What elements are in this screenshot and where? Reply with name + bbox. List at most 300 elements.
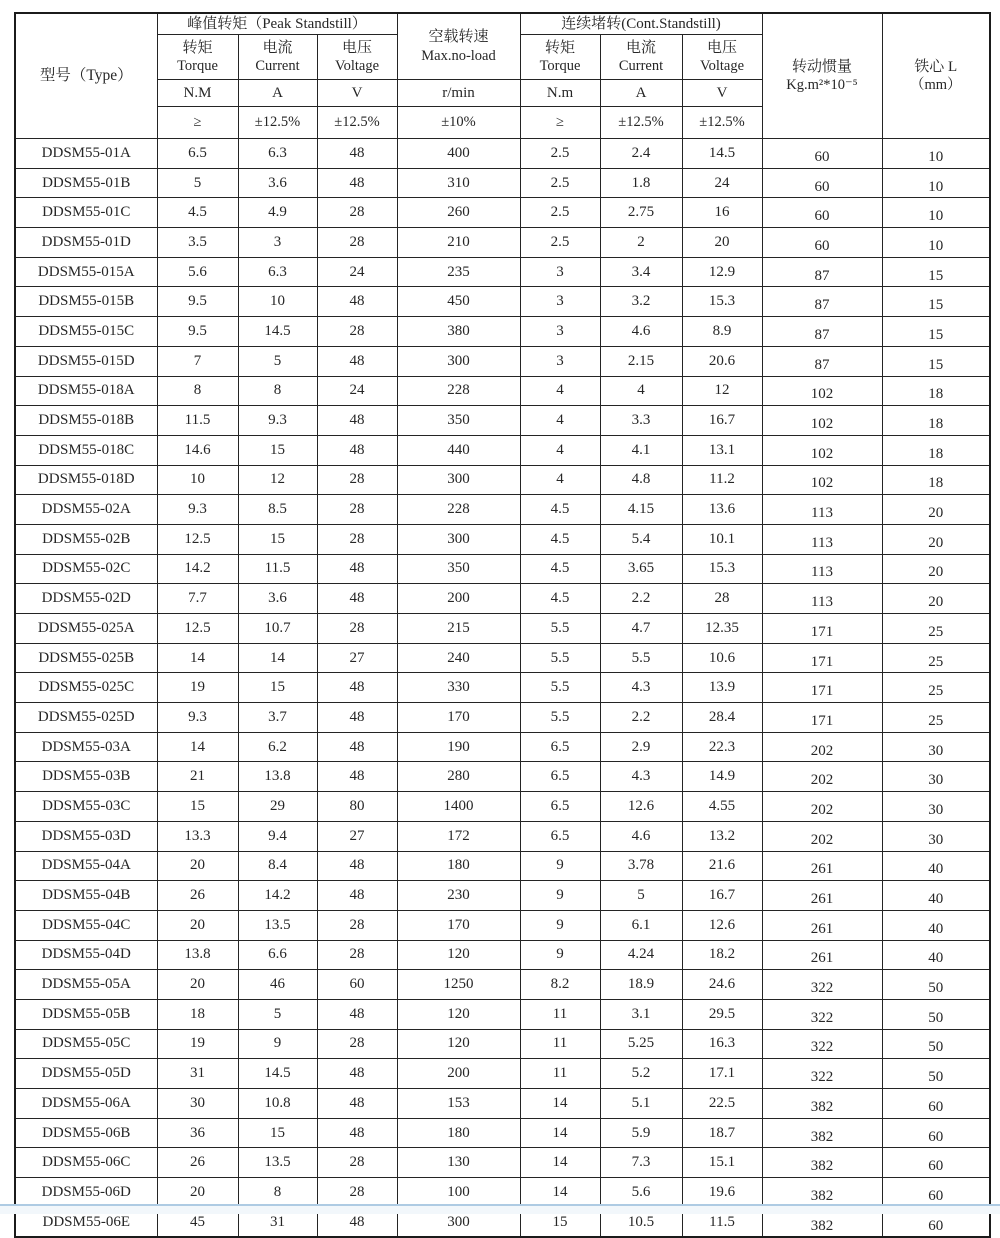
cell-cont_voltage: [682, 435, 762, 465]
spec-row: [15, 910, 990, 940]
cell-value: 2.2: [631, 590, 651, 607]
cell-cont_voltage: [682, 139, 762, 169]
cell-cont_current: [600, 999, 682, 1029]
cell-cont_voltage: [682, 495, 762, 525]
cell-cont_torque: [520, 1178, 600, 1208]
cell-cont_current: [600, 643, 682, 673]
cell-value: DDSM55-01B: [42, 174, 131, 191]
cell-value: 210: [447, 233, 470, 250]
cell-value: 7.7: [188, 590, 207, 607]
cell-value: 48: [349, 1124, 365, 1141]
cell-value: 5.5: [631, 649, 651, 666]
cell-value: DDSM55-02B: [42, 530, 131, 547]
cell-core_length: [882, 376, 990, 406]
cell-value: DDSM55-05D: [41, 1065, 131, 1082]
cell-value: 25: [928, 683, 944, 700]
cell-value: 15: [270, 441, 285, 458]
cell-value: 28.4: [708, 708, 736, 725]
cell-value: DDSM55-06E: [42, 1213, 130, 1230]
cell-value: DDSM55-05C: [42, 1035, 131, 1052]
cell-value: 450: [447, 293, 470, 310]
cell-value: 202: [810, 801, 834, 818]
cell-cont_torque: [520, 495, 600, 525]
cell-value: 11.5: [709, 1213, 735, 1230]
cell-value: 15: [928, 297, 944, 314]
cell-value: 180: [447, 1124, 470, 1141]
cell-value: 322: [810, 1009, 834, 1026]
cell-cont_current: [600, 821, 682, 851]
cell-value: 11.5: [184, 412, 211, 429]
cell-peak_torque: [157, 228, 238, 258]
cell-cont_voltage: [682, 287, 762, 317]
cell-peak_torque: [157, 999, 238, 1029]
cell-value: 48: [349, 293, 365, 310]
cell-peak_voltage: [317, 1178, 397, 1208]
cell-peak_torque: [157, 257, 238, 287]
cell-cont_torque: [520, 584, 600, 614]
cell-peak_torque: [157, 732, 238, 762]
cell-peak_voltage: [317, 168, 397, 198]
cell-value: 4.8: [631, 471, 651, 488]
cell-value: 200: [447, 1065, 470, 1082]
cell-type: [15, 999, 157, 1029]
spec-row: [15, 1029, 990, 1059]
cell-cont_torque: [520, 762, 600, 792]
cell-value: 4.7: [631, 619, 651, 636]
cell-value: DDSM55-03D: [41, 827, 131, 844]
cell-value: 18: [928, 386, 944, 403]
cell-core_length: [882, 673, 990, 703]
cell-value: 31: [190, 1065, 205, 1082]
cell-value: 382: [810, 1128, 834, 1145]
cell-value: 45: [190, 1213, 205, 1230]
cell-inertia: [762, 346, 882, 376]
cell-value: 382: [810, 1217, 834, 1234]
cell-peak_voltage: [317, 1118, 397, 1148]
cell-cont_torque: [520, 821, 600, 851]
cell-value: 26: [190, 1154, 205, 1171]
cell-value: DDSM55-06A: [41, 1094, 131, 1111]
cell-value: 2.2: [631, 708, 651, 725]
cell-value: 14: [190, 649, 205, 666]
cell-value: DDSM55-015A: [37, 263, 135, 280]
cell-noload_speed: [397, 1029, 520, 1059]
cell-cont_current: [600, 435, 682, 465]
cell-peak_torque: [157, 643, 238, 673]
cell-inertia: [762, 1059, 882, 1089]
cell-cont_torque: [520, 228, 600, 258]
cell-peak_current: [238, 851, 317, 881]
cell-value: 3: [273, 233, 282, 250]
cell-value: 215: [447, 619, 470, 636]
cell-value: 10: [270, 293, 285, 310]
cell-cont_voltage: [682, 168, 762, 198]
cell-core_length: [882, 139, 990, 169]
cell-value: 5.5: [550, 649, 570, 666]
cell-noload_speed: [397, 940, 520, 970]
cell-peak_torque: [157, 168, 238, 198]
cell-value: 31: [270, 1213, 285, 1230]
cell-core_length: [882, 940, 990, 970]
cell-value: 3.78: [627, 857, 655, 874]
cell-value: 4.55: [708, 797, 736, 814]
cell-peak_voltage: [317, 881, 397, 911]
cell-cont_torque: [520, 614, 600, 644]
cell-peak_torque: [157, 940, 238, 970]
cell-value: 2.5: [550, 204, 570, 221]
spec-row: [15, 1118, 990, 1148]
cell-value: 48: [349, 1065, 365, 1082]
cell-inertia: [762, 881, 882, 911]
cell-value: 228: [447, 501, 470, 518]
cell-value: 27: [349, 827, 365, 844]
cell-cont_current: [600, 881, 682, 911]
tolerance-cont-current: ±12.5%: [600, 107, 682, 139]
cell-cont_current: [600, 376, 682, 406]
spec-row: [15, 970, 990, 1000]
cell-peak_torque: [157, 346, 238, 376]
cell-inertia: [762, 703, 882, 733]
cell-peak_voltage: [317, 643, 397, 673]
cell-value: 171: [810, 623, 834, 640]
peak-current-en: Current: [255, 58, 300, 75]
cell-value: 12.35: [705, 619, 739, 636]
cell-cont_torque: [520, 673, 600, 703]
cell-peak_current: [238, 1059, 317, 1089]
spec-row: [15, 524, 990, 554]
cell-value: 4.5: [550, 530, 570, 547]
cell-core_length: [882, 1059, 990, 1089]
cell-inertia: [762, 406, 882, 436]
cell-value: DDSM55-04D: [41, 946, 131, 963]
table-header: [15, 13, 990, 139]
spec-row: [15, 376, 990, 406]
cell-value: 4: [556, 412, 564, 429]
cell-value: 9.4: [268, 827, 287, 844]
cell-core_length: [882, 732, 990, 762]
cell-value: 48: [349, 560, 365, 577]
cell-cont_torque: [520, 851, 600, 881]
cell-peak_current: [238, 584, 317, 614]
cell-value: 11: [552, 1065, 568, 1082]
cell-noload_speed: [397, 1059, 520, 1089]
cell-cont_current: [600, 584, 682, 614]
cell-peak_current: [238, 910, 317, 940]
cell-inertia: [762, 257, 882, 287]
cell-value: 9: [556, 857, 564, 874]
cell-peak_current: [238, 495, 317, 525]
cell-peak_voltage: [317, 999, 397, 1029]
cell-value: 50: [928, 1039, 944, 1056]
spec-row: [15, 732, 990, 762]
cell-value: 9: [556, 887, 564, 904]
cell-value: 3: [556, 352, 564, 369]
cell-cont_voltage: [682, 228, 762, 258]
cell-value: 16.7: [708, 887, 736, 904]
cell-peak_voltage: [317, 910, 397, 940]
cell-peak_current: [238, 287, 317, 317]
cell-value: 2.5: [550, 233, 570, 250]
cell-value: 3: [556, 293, 564, 310]
cell-value: 6.5: [550, 768, 570, 785]
cell-value: 10: [928, 148, 944, 165]
cell-peak_voltage: [317, 614, 397, 644]
cell-peak_voltage: [317, 1059, 397, 1089]
cont-current-en: Current: [618, 58, 664, 75]
cell-value: 14.9: [708, 768, 736, 785]
cell-peak_current: [238, 139, 317, 169]
cell-value: 11: [552, 1035, 568, 1052]
cell-peak_current: [238, 643, 317, 673]
cell-value: 28: [349, 946, 365, 963]
cell-inertia: [762, 1178, 882, 1208]
cell-value: 28: [349, 204, 365, 221]
cell-cont_torque: [520, 554, 600, 584]
cell-value: 4.24: [627, 946, 655, 963]
peak-current-cn: 电流: [262, 39, 293, 56]
cell-core_length: [882, 495, 990, 525]
column-header-inertia: [762, 13, 882, 139]
cell-value: 322: [810, 1039, 834, 1056]
cell-value: 300: [447, 352, 470, 369]
spec-row: [15, 643, 990, 673]
cell-type: [15, 1059, 157, 1089]
cell-value: 40: [928, 950, 944, 967]
cell-noload_speed: [397, 703, 520, 733]
cell-value: 87: [814, 297, 830, 314]
cell-value: 4.9: [268, 204, 287, 221]
cell-value: 350: [447, 412, 470, 429]
cell-peak_voltage: [317, 228, 397, 258]
cell-peak_torque: [157, 910, 238, 940]
cell-value: 87: [814, 267, 830, 284]
cell-value: DDSM55-025A: [37, 619, 135, 636]
cell-value: 10: [190, 471, 205, 488]
cell-value: DDSM55-01C: [42, 204, 131, 221]
spec-row: [15, 999, 990, 1029]
cell-type: [15, 139, 157, 169]
cell-inertia: [762, 851, 882, 881]
cell-value: 14.6: [184, 441, 211, 458]
tolerance-cont-voltage: ±12.5%: [682, 107, 762, 139]
cell-cont_voltage: [682, 999, 762, 1029]
cell-noload_speed: [397, 228, 520, 258]
cell-value: DDSM55-05B: [42, 1005, 131, 1022]
peak-torque-en: Torque: [177, 58, 218, 75]
cell-core_length: [882, 228, 990, 258]
cell-cont_current: [600, 465, 682, 495]
cell-noload_speed: [397, 673, 520, 703]
cell-cont_voltage: [682, 1029, 762, 1059]
cell-inertia: [762, 139, 882, 169]
cell-value: DDSM55-03C: [42, 797, 131, 814]
cell-noload_speed: [397, 406, 520, 436]
cell-value: 20: [190, 857, 205, 874]
cell-value: 16.3: [708, 1035, 736, 1052]
spec-row: [15, 198, 990, 228]
cell-value: 8.2: [550, 976, 570, 993]
cell-value: 30: [928, 772, 944, 789]
cell-value: 382: [810, 1098, 834, 1115]
cell-value: 20: [190, 976, 205, 993]
cell-value: 8.4: [268, 857, 287, 874]
cell-value: DDSM55-02A: [41, 501, 131, 518]
cell-value: 48: [349, 144, 365, 161]
cell-value: 18: [928, 416, 944, 433]
cell-cont_current: [600, 524, 682, 554]
cell-core_length: [882, 1148, 990, 1178]
spec-row: [15, 406, 990, 436]
spec-row: [15, 1089, 990, 1119]
column-header-peak-current: [238, 35, 317, 80]
cell-cont_voltage: [682, 673, 762, 703]
cell-peak_current: [238, 821, 317, 851]
cell-value: 171: [810, 653, 834, 670]
cell-value: 18.7: [708, 1124, 736, 1141]
cell-core_length: [882, 762, 990, 792]
cell-value: 300: [447, 471, 470, 488]
cell-cont_voltage: [682, 970, 762, 1000]
cell-value: 1400: [443, 797, 474, 814]
cell-value: 280: [447, 768, 470, 785]
cont-current-cn: 电流: [625, 39, 656, 56]
cell-core_length: [882, 435, 990, 465]
cell-peak_voltage: [317, 435, 397, 465]
cell-value: 12.6: [627, 797, 655, 814]
cell-value: 48: [349, 174, 365, 191]
cell-peak_voltage: [317, 970, 397, 1000]
cell-type: [15, 1148, 157, 1178]
cell-peak_current: [238, 614, 317, 644]
cell-peak_voltage: [317, 673, 397, 703]
cell-peak_current: [238, 792, 317, 822]
cell-value: 14.5: [264, 322, 291, 339]
cell-peak_torque: [157, 792, 238, 822]
cell-cont_current: [600, 317, 682, 347]
cell-value: 50: [928, 1009, 944, 1026]
cell-peak_current: [238, 228, 317, 258]
cell-peak_voltage: [317, 1148, 397, 1178]
cell-peak_torque: [157, 1089, 238, 1119]
cell-core_length: [882, 554, 990, 584]
cell-value: 3.1: [631, 1005, 651, 1022]
cell-peak_current: [238, 168, 317, 198]
cell-value: 29.5: [708, 1005, 736, 1022]
cell-value: 5.6: [631, 1183, 651, 1200]
cell-value: 28: [349, 322, 365, 339]
cell-peak_current: [238, 376, 317, 406]
spec-row: [15, 792, 990, 822]
cell-noload_speed: [397, 792, 520, 822]
column-header-peak-torque: [157, 35, 238, 80]
cell-value: 48: [349, 352, 365, 369]
cell-type: [15, 910, 157, 940]
cell-core_length: [882, 465, 990, 495]
column-header-cont-torque: [520, 35, 600, 80]
cell-core_length: [882, 1089, 990, 1119]
cell-value: 113: [811, 594, 833, 611]
tolerance-peak-torque: ≥: [157, 107, 238, 139]
cell-value: 48: [349, 1094, 365, 1111]
cell-value: 48: [349, 738, 365, 755]
cell-value: 3: [556, 322, 564, 339]
cell-value: 310: [447, 174, 470, 191]
cell-value: 87: [814, 356, 830, 373]
cell-peak_current: [238, 732, 317, 762]
cell-value: 4.6: [631, 827, 651, 844]
cell-cont_torque: [520, 287, 600, 317]
cell-noload_speed: [397, 1118, 520, 1148]
cell-peak_voltage: [317, 257, 397, 287]
spec-row: [15, 1059, 990, 1089]
cell-value: 102: [810, 445, 834, 462]
cell-peak_torque: [157, 1029, 238, 1059]
cell-value: 5.25: [627, 1035, 655, 1052]
cell-peak_torque: [157, 762, 238, 792]
column-header-cont-current: [600, 35, 682, 80]
cell-value: 113: [811, 505, 833, 522]
cell-value: 200: [447, 590, 470, 607]
cell-peak_voltage: [317, 732, 397, 762]
cell-cont_current: [600, 168, 682, 198]
cell-peak_torque: [157, 614, 238, 644]
cell-value: 10.5: [627, 1213, 655, 1230]
cell-value: 28: [349, 1035, 365, 1052]
cell-value: 228: [447, 382, 470, 399]
cell-value: 20: [190, 916, 205, 933]
cell-value: 48: [349, 708, 365, 725]
cell-peak_current: [238, 940, 317, 970]
cell-peak_voltage: [317, 524, 397, 554]
cell-value: 6.3: [268, 263, 287, 280]
cell-type: [15, 376, 157, 406]
tolerance-noload-speed: ±10%: [397, 107, 520, 139]
cell-cont_voltage: [682, 643, 762, 673]
cell-peak_voltage: [317, 465, 397, 495]
cell-noload_speed: [397, 376, 520, 406]
cell-value: 17.1: [708, 1065, 736, 1082]
cell-value: 6.1: [631, 916, 651, 933]
spec-row: [15, 317, 990, 347]
cell-value: 6.6: [268, 946, 287, 963]
cell-value: DDSM55-01A: [41, 144, 131, 161]
cell-value: 14: [270, 649, 285, 666]
cell-cont_voltage: [682, 465, 762, 495]
cell-value: 25: [928, 653, 944, 670]
cell-value: 10: [928, 237, 944, 254]
unit-peak-current: A: [238, 80, 317, 107]
cell-value: 202: [810, 831, 834, 848]
cell-value: 6.5: [188, 144, 207, 161]
column-header-core-length: [882, 13, 990, 139]
cell-cont_voltage: [682, 257, 762, 287]
cell-cont_current: [600, 762, 682, 792]
cell-cont_torque: [520, 524, 600, 554]
cell-peak_voltage: [317, 198, 397, 228]
cell-value: 3.6: [268, 590, 287, 607]
cell-value: 20: [928, 564, 944, 581]
cell-value: 190: [447, 738, 470, 755]
cell-value: 15: [270, 530, 285, 547]
cell-value: 24.6: [708, 976, 736, 993]
cell-type: [15, 198, 157, 228]
cell-peak_torque: [157, 287, 238, 317]
column-group-peak-standstill: 峰值转矩（Peak Standstill）: [157, 13, 397, 35]
cell-value: 100: [447, 1183, 470, 1200]
cell-value: 9.3: [188, 501, 207, 518]
cell-value: 10.8: [264, 1094, 291, 1111]
cell-inertia: [762, 643, 882, 673]
